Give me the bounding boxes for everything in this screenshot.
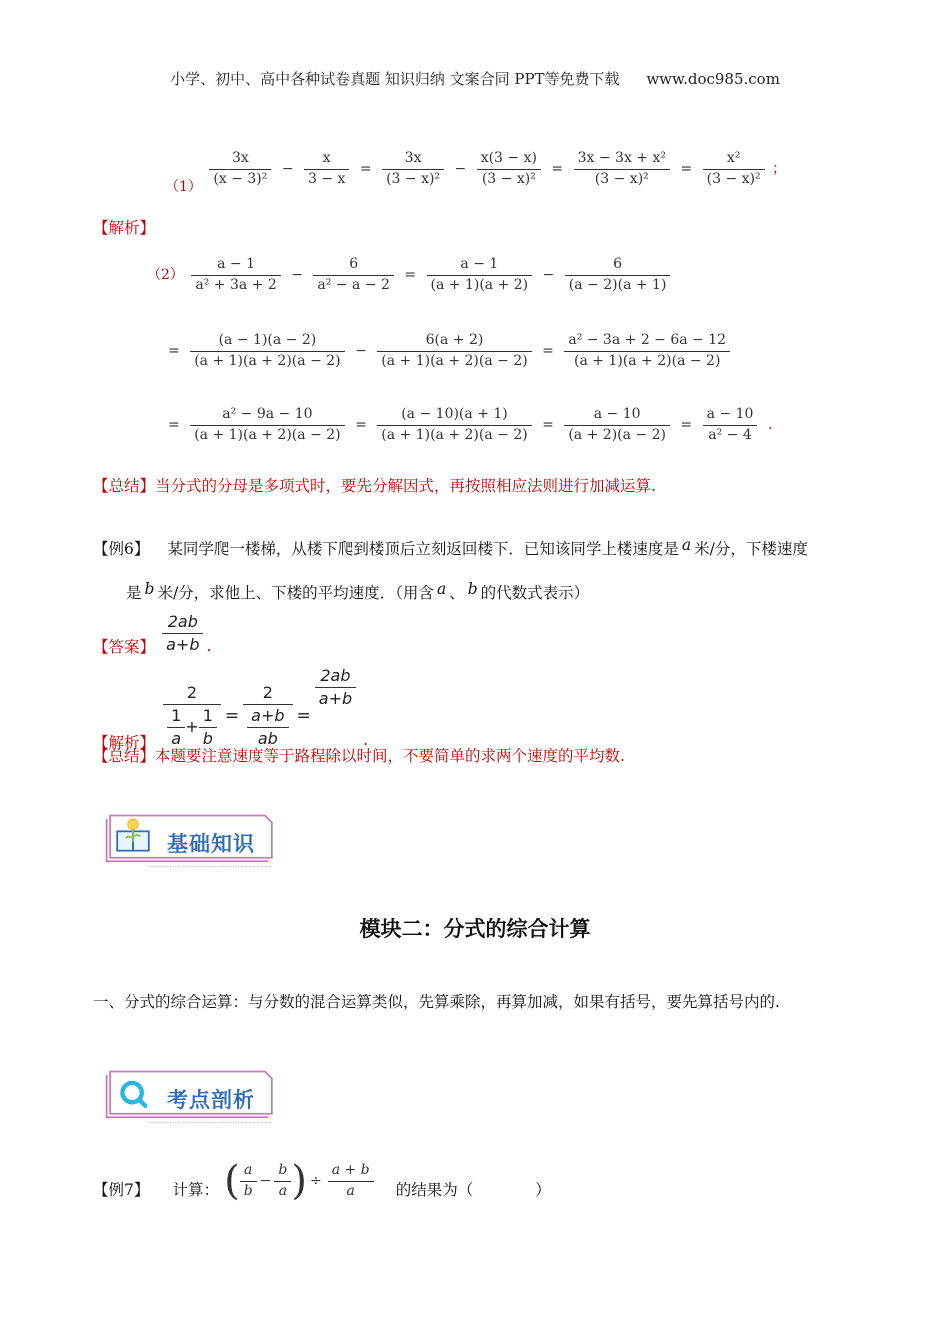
banner-basic-knowledge-text: 基础知识 [167, 832, 255, 856]
answer-label: 【答案】 [93, 638, 156, 656]
header-text: 小学、初中、高中各种试卷真题 知识归纳 文案合同 PPT等免费下载 [170, 70, 620, 88]
problem-2-line-1: （2） $\frac{a - 1}{\text{a² + 3a + 2}}$ − $\frac{6}{\text{a² − a − 2}}$ = $\frac{a - 1}{(a + 1)(a + 2)}$ − $\frac{6}{(a - 2)(a + 1)}$ [147, 256, 673, 294]
example-7: 【例7】 计算： ( $\frac{a}{b}$ − $\frac{b}{a}$ ) ÷ $\frac{a + b}{a}$ 的结果为（ ） [93, 1158, 551, 1204]
example-6-label: 【例6】 [93, 540, 150, 558]
summary-2-label: 【总结】 [93, 747, 156, 765]
summary-1 [93, 474, 656, 496]
example-7-expression: ( $\frac{a}{b}$ − $\frac{b}{a}$ ) ÷ $\frac{a + b}{a}$ [224, 1158, 377, 1204]
example-6-line-2: 是 b 米/分，求他上、下楼的平均速度．（用含 a 、 b 的代数式表示） [126, 580, 590, 602]
page-header [0, 68, 950, 89]
summary-1-label: 【总结】 [93, 477, 156, 495]
answer-6: 【答案】 $\frac{2ab}{a+b}$ . [93, 612, 212, 656]
summary-1-text: 当分式的分母是多项式时，要先分解因式，再按照相应法则进行加减运算. [155, 477, 656, 495]
analysis-6-label: 【解析】 [93, 733, 156, 752]
summary-2-text: 本题要注意速度等于路程除以时间，不要简单的求两个速度的平均数. [155, 747, 625, 765]
banner-key-points-text: 考点剖析 [167, 1088, 255, 1112]
section-title: 模块二：分式的综合计算 [359, 917, 591, 941]
problem-2-label: （2） [147, 267, 184, 283]
rule-text: 一、分式的综合运算：与分数的混合运算类似，先算乘除，再算加减，如果有括号，要先算括号内的. [93, 993, 780, 1011]
analysis-6: 【解析】 2 $\frac{1}{a}$ + $\frac{1}{b}$ = $\frac{2}{\frac{a+b}{ab}}$ = $\frac{2ab}{a+b}$ . [93, 666, 369, 752]
magnifier-icon [122, 1083, 145, 1106]
problem-1-label: （1） [165, 179, 202, 195]
problem-1-equation: （1） $\frac{3x}{\text{(x − 3)²}}$ − $\frac{x}{3 - x}$ = $\frac{3x}{\text{(3 − x)²}}$ − $\frac{x(3 - x)}{\text{(3 − x)²}}$ = $\frac{\text{3x − 3x + x²}}{\text{(3 − x)²}}$ = $\frac{\text{x²}}{\text{(3 − x)²}}$ ； [165, 150, 787, 195]
problem-2-line-2: = $\frac{(a - 1)(a - 2)}{(a + 1)(a + 2)(a - 2)}$ − $\frac{6(a + 2)}{(a + 1)(a + 2)(a - 2)}$ = $\frac{\text{a² − 3a + 2 − 6a − 12}}{(a + 1)(a + 2)(a - 2)}$ [165, 332, 733, 370]
banner-basic-knowledge [93, 812, 289, 874]
analysis-label: 【解析】 [93, 219, 156, 237]
summary-2 [93, 744, 625, 766]
problem-2-line-3: = $\frac{\text{a² − 9a − 10}}{(a + 1)(a + 2)(a - 2)}$ = $\frac{(a - 10)(a + 1)}{(a + 1)(a + 2)(a - 2)}$ = $\frac{a - 10}{(a + 2)(a - 2)}$ = $\frac{a - 10}{\text{a² − 4}}$ . [168, 406, 773, 443]
example-7-label: 【例7】 [93, 1181, 150, 1199]
banner-key-points [93, 1068, 289, 1130]
header-url[interactable]: www.doc985.com [646, 70, 780, 88]
example-6-line-1: 【例6】 某同学爬一楼梯，从楼下爬到楼顶后立刻返回楼下．已知该同学上楼速度是 a 米/分，下楼速度 [93, 536, 808, 558]
